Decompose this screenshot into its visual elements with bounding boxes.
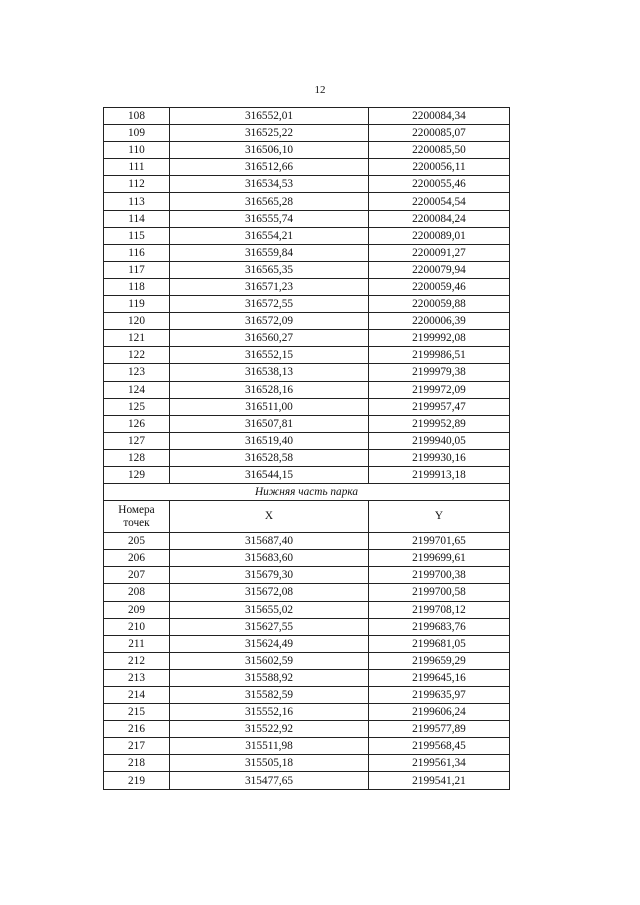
table-row bbox=[104, 415, 510, 432]
section-title: Нижняя часть парка bbox=[104, 484, 510, 501]
y-coordinate-cell: 2200079,94 bbox=[369, 261, 510, 278]
section-title-row bbox=[104, 484, 510, 501]
x-coordinate-cell: 316506,10 bbox=[170, 142, 369, 159]
x-coordinate-cell: 316528,16 bbox=[170, 381, 369, 398]
x-coordinate-cell: 315477,65 bbox=[170, 772, 369, 789]
table-row bbox=[104, 330, 510, 347]
point-number-cell: 117 bbox=[104, 261, 170, 278]
y-coordinate-cell: 2199683,76 bbox=[369, 618, 510, 635]
x-coordinate-cell: 315679,30 bbox=[170, 567, 369, 584]
y-coordinate-cell: 2200084,34 bbox=[369, 108, 510, 125]
point-number-cell: 214 bbox=[104, 687, 170, 704]
y-coordinate-cell: 2199635,97 bbox=[369, 687, 510, 704]
x-coordinate-cell: 315588,92 bbox=[170, 669, 369, 686]
point-number-cell: 215 bbox=[104, 704, 170, 721]
coordinates-table-container bbox=[103, 107, 509, 790]
point-number-cell: 127 bbox=[104, 432, 170, 449]
point-number-cell: 109 bbox=[104, 125, 170, 142]
point-number-cell: 126 bbox=[104, 415, 170, 432]
y-coordinate-cell: 2199699,61 bbox=[369, 550, 510, 567]
point-number-cell: 121 bbox=[104, 330, 170, 347]
table-row bbox=[104, 449, 510, 466]
table-row bbox=[104, 704, 510, 721]
point-number-cell: 207 bbox=[104, 567, 170, 584]
x-coordinate-cell: 316554,21 bbox=[170, 227, 369, 244]
y-coordinate-cell: 2199681,05 bbox=[369, 635, 510, 652]
x-coordinate-cell: 316507,81 bbox=[170, 415, 369, 432]
table-row bbox=[104, 313, 510, 330]
table-row bbox=[104, 227, 510, 244]
point-number-cell: 219 bbox=[104, 772, 170, 789]
table-row bbox=[104, 176, 510, 193]
header-y: Y bbox=[369, 501, 510, 533]
y-coordinate-cell: 2199645,16 bbox=[369, 669, 510, 686]
y-coordinate-cell: 2200085,50 bbox=[369, 142, 510, 159]
x-coordinate-cell: 316519,40 bbox=[170, 432, 369, 449]
point-number-cell: 205 bbox=[104, 533, 170, 550]
table-row bbox=[104, 193, 510, 210]
table-row bbox=[104, 601, 510, 618]
y-coordinate-cell: 2199913,18 bbox=[369, 466, 510, 483]
table-row bbox=[104, 159, 510, 176]
x-coordinate-cell: 315655,02 bbox=[170, 601, 369, 618]
x-coordinate-cell: 316544,15 bbox=[170, 466, 369, 483]
x-coordinate-cell: 316565,28 bbox=[170, 193, 369, 210]
point-number-cell: 112 bbox=[104, 176, 170, 193]
page-number: 12 bbox=[314, 84, 326, 96]
x-coordinate-cell: 315672,08 bbox=[170, 584, 369, 601]
y-coordinate-cell: 2200059,88 bbox=[369, 296, 510, 313]
y-coordinate-cell: 2199701,65 bbox=[369, 533, 510, 550]
lower-park-section bbox=[104, 484, 510, 533]
x-coordinate-cell: 316512,66 bbox=[170, 159, 369, 176]
point-number-cell: 123 bbox=[104, 364, 170, 381]
x-coordinate-cell: 316572,09 bbox=[170, 313, 369, 330]
point-number-cell: 114 bbox=[104, 210, 170, 227]
y-coordinate-cell: 2200084,24 bbox=[369, 210, 510, 227]
coordinates-table bbox=[103, 107, 510, 790]
point-number-cell: 128 bbox=[104, 449, 170, 466]
table-row bbox=[104, 533, 510, 550]
y-coordinate-cell: 2199940,05 bbox=[369, 432, 510, 449]
x-coordinate-cell: 315505,18 bbox=[170, 755, 369, 772]
point-number-cell: 217 bbox=[104, 738, 170, 755]
point-number-cell: 211 bbox=[104, 635, 170, 652]
table-row bbox=[104, 567, 510, 584]
y-coordinate-cell: 2199568,45 bbox=[369, 738, 510, 755]
x-coordinate-cell: 316560,27 bbox=[170, 330, 369, 347]
point-number-cell: 206 bbox=[104, 550, 170, 567]
x-coordinate-cell: 315511,98 bbox=[170, 738, 369, 755]
y-coordinate-cell: 2199700,58 bbox=[369, 584, 510, 601]
point-number-cell: 122 bbox=[104, 347, 170, 364]
table-row bbox=[104, 347, 510, 364]
x-coordinate-cell: 316538,13 bbox=[170, 364, 369, 381]
point-number-cell: 116 bbox=[104, 244, 170, 261]
header-point-number: Номера точек bbox=[104, 501, 170, 533]
lower-park-points bbox=[104, 533, 510, 789]
x-coordinate-cell: 315683,60 bbox=[170, 550, 369, 567]
x-coordinate-cell: 315522,92 bbox=[170, 721, 369, 738]
y-coordinate-cell: 2200055,46 bbox=[369, 176, 510, 193]
x-coordinate-cell: 316571,23 bbox=[170, 278, 369, 295]
point-number-cell: 115 bbox=[104, 227, 170, 244]
point-number-cell: 119 bbox=[104, 296, 170, 313]
table-row bbox=[104, 550, 510, 567]
table-row bbox=[104, 721, 510, 738]
point-number-cell: 111 bbox=[104, 159, 170, 176]
point-number-cell: 210 bbox=[104, 618, 170, 635]
table-row bbox=[104, 296, 510, 313]
table-row bbox=[104, 108, 510, 125]
x-coordinate-cell: 316555,74 bbox=[170, 210, 369, 227]
table-row bbox=[104, 466, 510, 483]
table-row bbox=[104, 772, 510, 789]
y-coordinate-cell: 2199957,47 bbox=[369, 398, 510, 415]
table-row bbox=[104, 669, 510, 686]
y-coordinate-cell: 2200006,39 bbox=[369, 313, 510, 330]
y-coordinate-cell: 2199700,38 bbox=[369, 567, 510, 584]
point-number-cell: 118 bbox=[104, 278, 170, 295]
x-coordinate-cell: 316528,58 bbox=[170, 449, 369, 466]
point-number-cell: 218 bbox=[104, 755, 170, 772]
y-coordinate-cell: 2200054,54 bbox=[369, 193, 510, 210]
table-row bbox=[104, 635, 510, 652]
table-row bbox=[104, 584, 510, 601]
y-coordinate-cell: 2199992,08 bbox=[369, 330, 510, 347]
table-row bbox=[104, 244, 510, 261]
table-row bbox=[104, 381, 510, 398]
y-coordinate-cell: 2200085,07 bbox=[369, 125, 510, 142]
x-coordinate-cell: 315552,16 bbox=[170, 704, 369, 721]
y-coordinate-cell: 2199708,12 bbox=[369, 601, 510, 618]
x-coordinate-cell: 315687,40 bbox=[170, 533, 369, 550]
x-coordinate-cell: 316552,15 bbox=[170, 347, 369, 364]
y-coordinate-cell: 2199979,38 bbox=[369, 364, 510, 381]
point-number-cell: 125 bbox=[104, 398, 170, 415]
x-coordinate-cell: 315602,59 bbox=[170, 652, 369, 669]
point-number-cell: 120 bbox=[104, 313, 170, 330]
table-row bbox=[104, 618, 510, 635]
point-number-cell: 213 bbox=[104, 669, 170, 686]
point-number-cell: 129 bbox=[104, 466, 170, 483]
table-header-row bbox=[104, 501, 510, 533]
table-row bbox=[104, 755, 510, 772]
point-number-cell: 209 bbox=[104, 601, 170, 618]
y-coordinate-cell: 2200089,01 bbox=[369, 227, 510, 244]
x-coordinate-cell: 315624,49 bbox=[170, 635, 369, 652]
table-row bbox=[104, 738, 510, 755]
upper-park-points bbox=[104, 108, 510, 484]
y-coordinate-cell: 2199952,89 bbox=[369, 415, 510, 432]
point-number-cell: 113 bbox=[104, 193, 170, 210]
x-coordinate-cell: 316559,84 bbox=[170, 244, 369, 261]
x-coordinate-cell: 316552,01 bbox=[170, 108, 369, 125]
table-row bbox=[104, 142, 510, 159]
y-coordinate-cell: 2199606,24 bbox=[369, 704, 510, 721]
x-coordinate-cell: 316534,53 bbox=[170, 176, 369, 193]
y-coordinate-cell: 2199561,34 bbox=[369, 755, 510, 772]
point-number-cell: 110 bbox=[104, 142, 170, 159]
point-number-cell: 212 bbox=[104, 652, 170, 669]
x-coordinate-cell: 316572,55 bbox=[170, 296, 369, 313]
point-number-cell: 108 bbox=[104, 108, 170, 125]
y-coordinate-cell: 2200056,11 bbox=[369, 159, 510, 176]
y-coordinate-cell: 2200059,46 bbox=[369, 278, 510, 295]
y-coordinate-cell: 2200091,27 bbox=[369, 244, 510, 261]
table-row bbox=[104, 432, 510, 449]
point-number-cell: 216 bbox=[104, 721, 170, 738]
y-coordinate-cell: 2199659,29 bbox=[369, 652, 510, 669]
x-coordinate-cell: 315582,59 bbox=[170, 687, 369, 704]
table-row bbox=[104, 261, 510, 278]
y-coordinate-cell: 2199986,51 bbox=[369, 347, 510, 364]
table-row bbox=[104, 364, 510, 381]
point-number-cell: 208 bbox=[104, 584, 170, 601]
table-row bbox=[104, 125, 510, 142]
table-row bbox=[104, 652, 510, 669]
table-row bbox=[104, 398, 510, 415]
table-row bbox=[104, 278, 510, 295]
x-coordinate-cell: 315627,55 bbox=[170, 618, 369, 635]
y-coordinate-cell: 2199541,21 bbox=[369, 772, 510, 789]
header-x: X bbox=[170, 501, 369, 533]
x-coordinate-cell: 316565,35 bbox=[170, 261, 369, 278]
table-row bbox=[104, 210, 510, 227]
x-coordinate-cell: 316525,22 bbox=[170, 125, 369, 142]
table-row bbox=[104, 687, 510, 704]
y-coordinate-cell: 2199930,16 bbox=[369, 449, 510, 466]
y-coordinate-cell: 2199972,09 bbox=[369, 381, 510, 398]
y-coordinate-cell: 2199577,89 bbox=[369, 721, 510, 738]
point-number-cell: 124 bbox=[104, 381, 170, 398]
x-coordinate-cell: 316511,00 bbox=[170, 398, 369, 415]
